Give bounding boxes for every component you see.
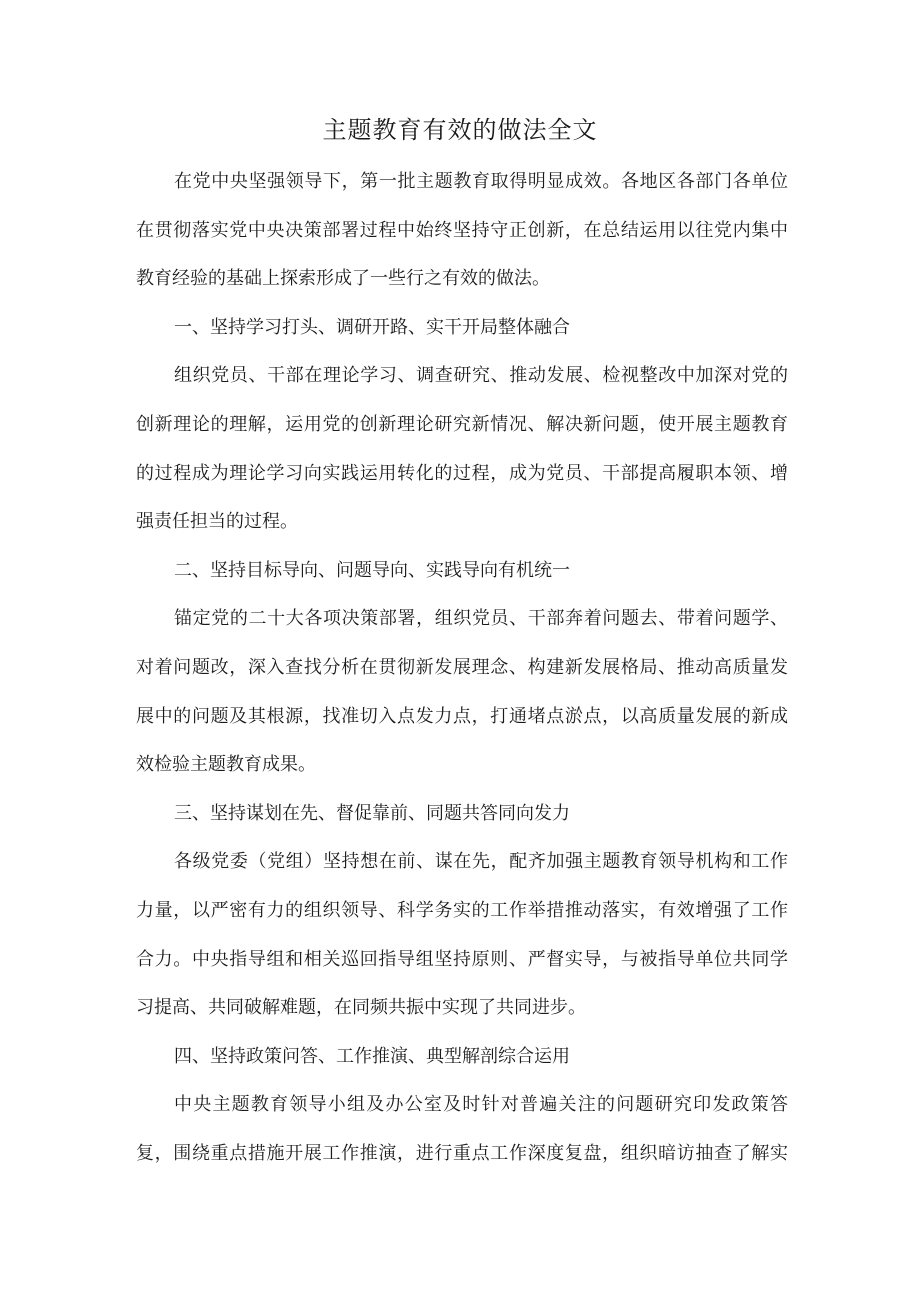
document-body <box>136 158 788 1178</box>
paragraph-line: 锚定党的二十大各项决策部署，组织党员、干部奔着问题去、带着问题学、 <box>174 608 788 630</box>
paragraph-line: 习提高、共同破解难题，在同频共振中实现了共同进步。 <box>136 997 586 1019</box>
paragraph-line: 在贯彻落实党中央决策部署过程中始终坚持守正创新，在总结运用以往党内集中 <box>136 219 788 241</box>
paragraph-line: 各级党委（党组）坚持想在前、谋在先，配齐加强主题教育领导机构和工作 <box>174 851 788 873</box>
paragraph-line: 的过程成为理论学习向实践运用转化的过程，成为党员、干部提高履职本领、增 <box>136 462 788 484</box>
paragraph-line: 中央主题教育领导小组及办公室及时针对普遍关注的问题研究印发政策答 <box>174 1094 788 1116</box>
section-heading: 一、坚持学习打头、调研开路、实干开局整体融合 <box>174 316 570 338</box>
section-heading: 四、坚持政策问答、工作推演、典型解剖综合运用 <box>174 1045 570 1067</box>
section-heading: 三、坚持谋划在先、督促靠前、同题共答同向发力 <box>174 802 570 824</box>
paragraph-line: 合力。中央指导组和相关巡回指导组坚持原则、严督实导，与被指导单位共同学 <box>136 948 788 970</box>
paragraph-line: 展中的问题及其根源，找准切入点发力点，打通堵点淤点，以高质量发展的新成 <box>136 705 788 727</box>
document-title: 主题教育有效的做法全文 <box>322 116 598 144</box>
paragraph-line: 在党中央坚强领导下，第一批主题教育取得明显成效。各地区各部门各单位 <box>174 171 788 192</box>
paragraph-line: 强责任担当的过程。 <box>136 511 298 533</box>
section-heading: 二、坚持目标导向、问题导向、实践导向有机统一 <box>174 559 570 581</box>
paragraph-line: 复，围绕重点措施开展工作推演，进行重点工作深度复盘，组织暗访抽查了解实 <box>136 1142 788 1164</box>
paragraph-line: 对着问题改，深入查找分析在贯彻新发展理念、构建新发展格局、推动高质量发 <box>136 656 788 678</box>
paragraph-line: 效检验主题教育成果。 <box>136 754 316 776</box>
paragraph-line: 组织党员、干部在理论学习、调查研究、推动发展、检视整改中加深对党的 <box>174 365 788 387</box>
paragraph-line: 教育经验的基础上探索形成了一些行之有效的做法。 <box>136 268 550 290</box>
paragraph-line: 力量，以严密有力的组织领导、科学务实的工作举措推动落实，有效增强了工作 <box>136 899 788 921</box>
paragraph-line: 创新理论的理解，运用党的创新理论研究新情况、解决新问题，使开展主题教育 <box>136 413 788 435</box>
